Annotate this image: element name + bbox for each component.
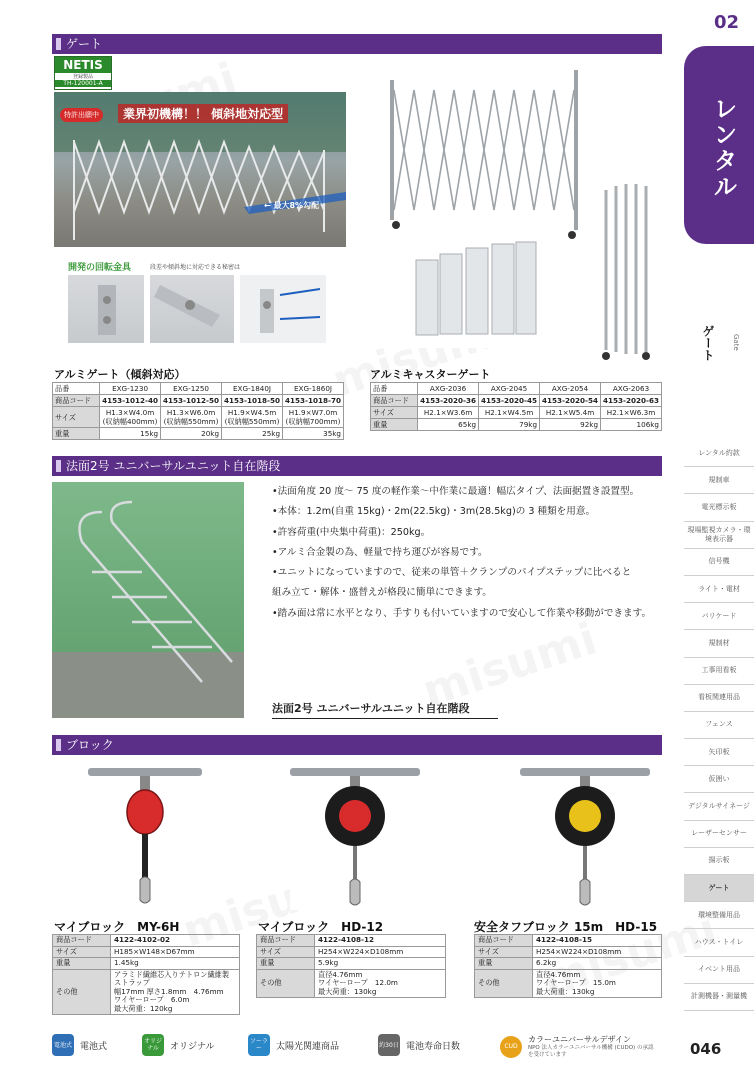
table-row — [371, 383, 662, 395]
table-row — [475, 946, 662, 958]
cell: 79kg — [479, 419, 540, 431]
stairs-photo — [52, 482, 244, 718]
cell: H2.1×W3.6m — [418, 407, 479, 419]
stairs-caption: 法面2号 ユニバーサルユニット自在階段 — [272, 700, 498, 719]
cell: 4122-4102-02 — [111, 935, 240, 947]
cell: H254×W224×D108mm — [315, 946, 446, 958]
table-row — [53, 407, 344, 428]
table-row — [53, 969, 240, 1015]
side-nav-item[interactable]: 現場監視カメラ・環境表示器 — [684, 522, 754, 549]
side-nav-item[interactable]: 工事用看板 — [684, 658, 754, 685]
gate-headline: 業界初機構！！ 傾斜地対応型 — [118, 104, 288, 123]
cell: 4153-1012-40 — [100, 395, 161, 407]
cell: 4153-2020-45 — [479, 395, 540, 407]
row-label: 重量 — [371, 419, 418, 431]
battery-icon: 電池式 — [52, 1034, 74, 1056]
side-nav-item[interactable]: イベント用品 — [684, 957, 754, 984]
table-row — [371, 419, 662, 431]
row-label: 重量 — [53, 958, 111, 970]
legend-item — [142, 1034, 215, 1056]
cell: 6.2kg — [533, 958, 662, 970]
section-header-block: ブロック — [52, 735, 662, 755]
cell: 4153-2020-36 — [418, 395, 479, 407]
cell: H2.1×W4.5m — [479, 407, 540, 419]
side-nav-item[interactable]: ライト・電材 — [684, 576, 754, 603]
list-item: •本体：1.2m(自重 15kg)・2m(22.5kg)・3m(28.5kg)の 3 種類を用意。 — [272, 506, 596, 518]
legend-label: 太陽光関連商品 — [276, 1041, 340, 1052]
side-nav-item[interactable]: 環境整備用品 — [684, 902, 754, 929]
table-row — [53, 383, 344, 395]
product-spec-table — [52, 934, 240, 1015]
cell: EXG-1840J — [222, 383, 283, 395]
table-row — [257, 958, 446, 970]
row-label: 商品コード — [371, 395, 418, 407]
cell: 4153-2020-54 — [540, 395, 601, 407]
product-spec-table — [256, 934, 446, 998]
cell: 35kg — [283, 428, 344, 440]
cell: 20kg — [161, 428, 222, 440]
chapter-title: レンタル — [709, 96, 737, 200]
table-row — [53, 935, 240, 947]
cell: H1.9×W7.0m (収納幅700mm) — [283, 407, 344, 428]
side-nav-item[interactable]: 看板関連用品 — [684, 685, 754, 712]
rotation-fitting-photo-1 — [68, 275, 144, 343]
cell: 92kg — [540, 419, 601, 431]
row-label: サイズ — [475, 946, 533, 958]
cell: 4153-2020-63 — [601, 395, 662, 407]
table-row — [53, 946, 240, 958]
legend-item — [248, 1034, 339, 1056]
side-nav-item[interactable]: 揚示板 — [684, 848, 754, 875]
cell: AXG-2045 — [479, 383, 540, 395]
side-nav-item[interactable]: デジタルサイネージ — [684, 793, 754, 820]
cell: 4153-1018-50 — [222, 395, 283, 407]
row-label: その他 — [257, 969, 315, 998]
list-item: •法面角度 20 度〜 75 度の軽作業〜中作業に最適！幅広タイプ、法面据置き設置型。 — [272, 486, 640, 497]
product-title: マイブロック MY-6H — [54, 920, 180, 934]
list-item: •許容荷重(中央集中荷重)：250kg。 — [272, 526, 431, 538]
rotation-fitting-photo-2 — [150, 275, 234, 343]
row-label: サイズ — [257, 946, 315, 958]
side-nav-item[interactable]: フェンス — [684, 712, 754, 739]
original-icon: オリジナル — [142, 1034, 164, 1056]
cell: H1.3×W4.0m (収納幅400mm) — [100, 407, 161, 428]
side-nav-item[interactable]: ゲート — [684, 875, 754, 902]
cell: 1.45kg — [111, 958, 240, 970]
row-label: 品番 — [53, 383, 100, 395]
section-label: ゲート — [701, 325, 715, 361]
cell: 65kg — [418, 419, 479, 431]
cell: 5.9kg — [315, 958, 446, 970]
legend-item — [500, 1034, 658, 1059]
row-label: 商品コード — [53, 395, 100, 407]
row-label: サイズ — [53, 407, 100, 428]
list-item: 組み立て・解体・盛替えが格段に簡単にできます。 — [272, 587, 492, 599]
table-row — [371, 395, 662, 407]
section-label-en: Gate — [732, 334, 740, 351]
legend-item — [52, 1034, 107, 1056]
cell: 25kg — [222, 428, 283, 440]
row-label: 商品コード — [53, 935, 111, 947]
rotation-fitting-photo-3 — [240, 275, 326, 343]
alumi-caster-title: アルミキャスターゲート — [370, 368, 491, 381]
battery-life-icon: 約30日 — [378, 1034, 400, 1056]
section-header-gate: ゲート — [52, 34, 662, 54]
legend-label: 電池式 — [80, 1041, 108, 1052]
cell: H185×W148×D67mm — [111, 946, 240, 958]
side-nav-item[interactable]: 規制車 — [684, 467, 754, 494]
cell: AXG-2063 — [601, 383, 662, 395]
alumi-gate-title: アルミゲート（傾斜対応） — [54, 368, 186, 381]
row-label: 重量 — [53, 428, 100, 440]
cud-icon: CUD — [500, 1036, 522, 1058]
cell: 4122-4108-15 — [533, 935, 662, 947]
cell: 15kg — [100, 428, 161, 440]
solar-icon: ソーラー — [248, 1034, 270, 1056]
row-label: 商品コード — [257, 935, 315, 947]
side-nav-item[interactable]: レーザーセンサー — [684, 821, 754, 848]
netis-logo: NETIS 登録製品 TH-120001-A — [54, 56, 112, 90]
product-spec-table — [474, 934, 662, 998]
table-row — [257, 946, 446, 958]
side-nav-item[interactable]: 規制材 — [684, 630, 754, 657]
cell: EXG-1230 — [100, 383, 161, 395]
side-nav-item[interactable]: 仮囲い — [684, 766, 754, 793]
list-item: •ユニットになっていますので、従来の単管＋クランプのパイプステップに比べると — [272, 567, 632, 579]
slope-note: ← 最大8%勾配 — [264, 201, 320, 210]
row-label: サイズ — [371, 407, 418, 419]
side-nav-item[interactable]: 電光標示板 — [684, 494, 754, 521]
chapter-number: 02 — [714, 12, 740, 33]
cell: H2.1×W6.3m — [601, 407, 662, 419]
table-row — [257, 935, 446, 947]
alumi-caster-photo-panels — [412, 240, 540, 348]
legend-sub: NPO 法人カラーユニバーサル機構 (CUDO) の承認を受けています — [528, 1045, 654, 1058]
alumi-caster-photo-folded — [596, 180, 660, 364]
product-image-hd15 — [520, 760, 650, 910]
legend-label: オリジナル — [170, 1041, 215, 1052]
product-title: マイブロック HD-12 — [258, 920, 384, 934]
legend-label: 電池寿命日数 — [406, 1041, 461, 1052]
table-row — [475, 935, 662, 947]
cell: アラミド繊維芯入りテトロン繊維製ストラップ 幅17mm 厚さ1.8mm 4.76mm ワイヤーロープ 6.0m 最大荷重：120kg — [111, 969, 240, 1015]
cell: 直径4.76mm ワイヤーロープ 12.0m 最大荷重：130kg — [315, 969, 446, 998]
table-row — [475, 969, 662, 998]
alumi-gate-spec-table — [52, 382, 344, 440]
gate-slope-photo — [54, 92, 346, 247]
cell: 106kg — [601, 419, 662, 431]
table-row — [257, 969, 446, 998]
footer-legend — [52, 1030, 682, 1062]
list-item: •アルミ合金製の為、軽量で持ち運びが容易です。 — [272, 546, 488, 558]
row-label: その他 — [475, 969, 533, 998]
cell: H254×W224×D108mm — [533, 946, 662, 958]
row-label: 重量 — [257, 958, 315, 970]
table-row — [53, 428, 344, 440]
product-title: 安全タフブロック 15m HD-15 — [474, 920, 658, 934]
product-image-hd12 — [290, 760, 420, 910]
cell: 直径4.76mm ワイヤーロープ 15.0m 最大荷重：130kg — [533, 969, 662, 998]
alumi-gate-photo — [384, 60, 584, 250]
side-nav-item[interactable]: 信号機 — [684, 549, 754, 576]
page-number: 046 — [690, 1040, 722, 1058]
cell: 4153-1018-70 — [283, 395, 344, 407]
cell: 4153-1012-50 — [161, 395, 222, 407]
cell: EXG-1860J — [283, 383, 344, 395]
table-row — [475, 958, 662, 970]
row-label: 商品コード — [475, 935, 533, 947]
rotation-title: 開発の回転金具 — [68, 263, 132, 273]
cell: 4122-4108-12 — [315, 935, 446, 947]
side-nav-item[interactable]: 計測機器・測量機 — [684, 984, 754, 1011]
list-item: •踏み面は常に水平となり、手すりも付いていますので安心して作業や移動ができます。 — [272, 607, 652, 619]
patent-badge: 特許出願中 — [60, 108, 103, 122]
table-row — [53, 395, 344, 407]
row-label: サイズ — [53, 946, 111, 958]
row-label: その他 — [53, 969, 111, 1015]
cell: AXG-2036 — [418, 383, 479, 395]
cell: EXG-1250 — [161, 383, 222, 395]
cell: H2.1×W5.4m — [540, 407, 601, 419]
side-nav-item[interactable]: 矢印板 — [684, 739, 754, 766]
cell: H1.9×W4.5m (収納幅550mm) — [222, 407, 283, 428]
legend-item — [378, 1034, 460, 1056]
legend-label: カラーユニバーサルデザイン — [528, 1035, 632, 1044]
side-nav-item[interactable]: バリケード — [684, 603, 754, 630]
row-label: 重量 — [475, 958, 533, 970]
rotation-note: 段差や傾斜地に対応できる秘密は — [150, 264, 241, 271]
table-row — [371, 407, 662, 419]
section-header-stairs: 法面2号 ユニバーサルユニット自在階段 — [52, 456, 662, 476]
stairs-feature-list — [272, 482, 664, 624]
product-image-my6h — [88, 760, 202, 910]
cell: AXG-2054 — [540, 383, 601, 395]
side-nav-item[interactable]: レンタル約款 — [684, 440, 754, 467]
alumi-caster-spec-table — [370, 382, 662, 431]
table-row — [53, 958, 240, 970]
side-nav — [684, 440, 754, 1011]
row-label: 品番 — [371, 383, 418, 395]
cell: H1.3×W6.0m (収納幅550mm) — [161, 407, 222, 428]
side-nav-item[interactable]: ハウス・トイレ — [684, 929, 754, 956]
chapter-tab[interactable] — [684, 46, 754, 244]
